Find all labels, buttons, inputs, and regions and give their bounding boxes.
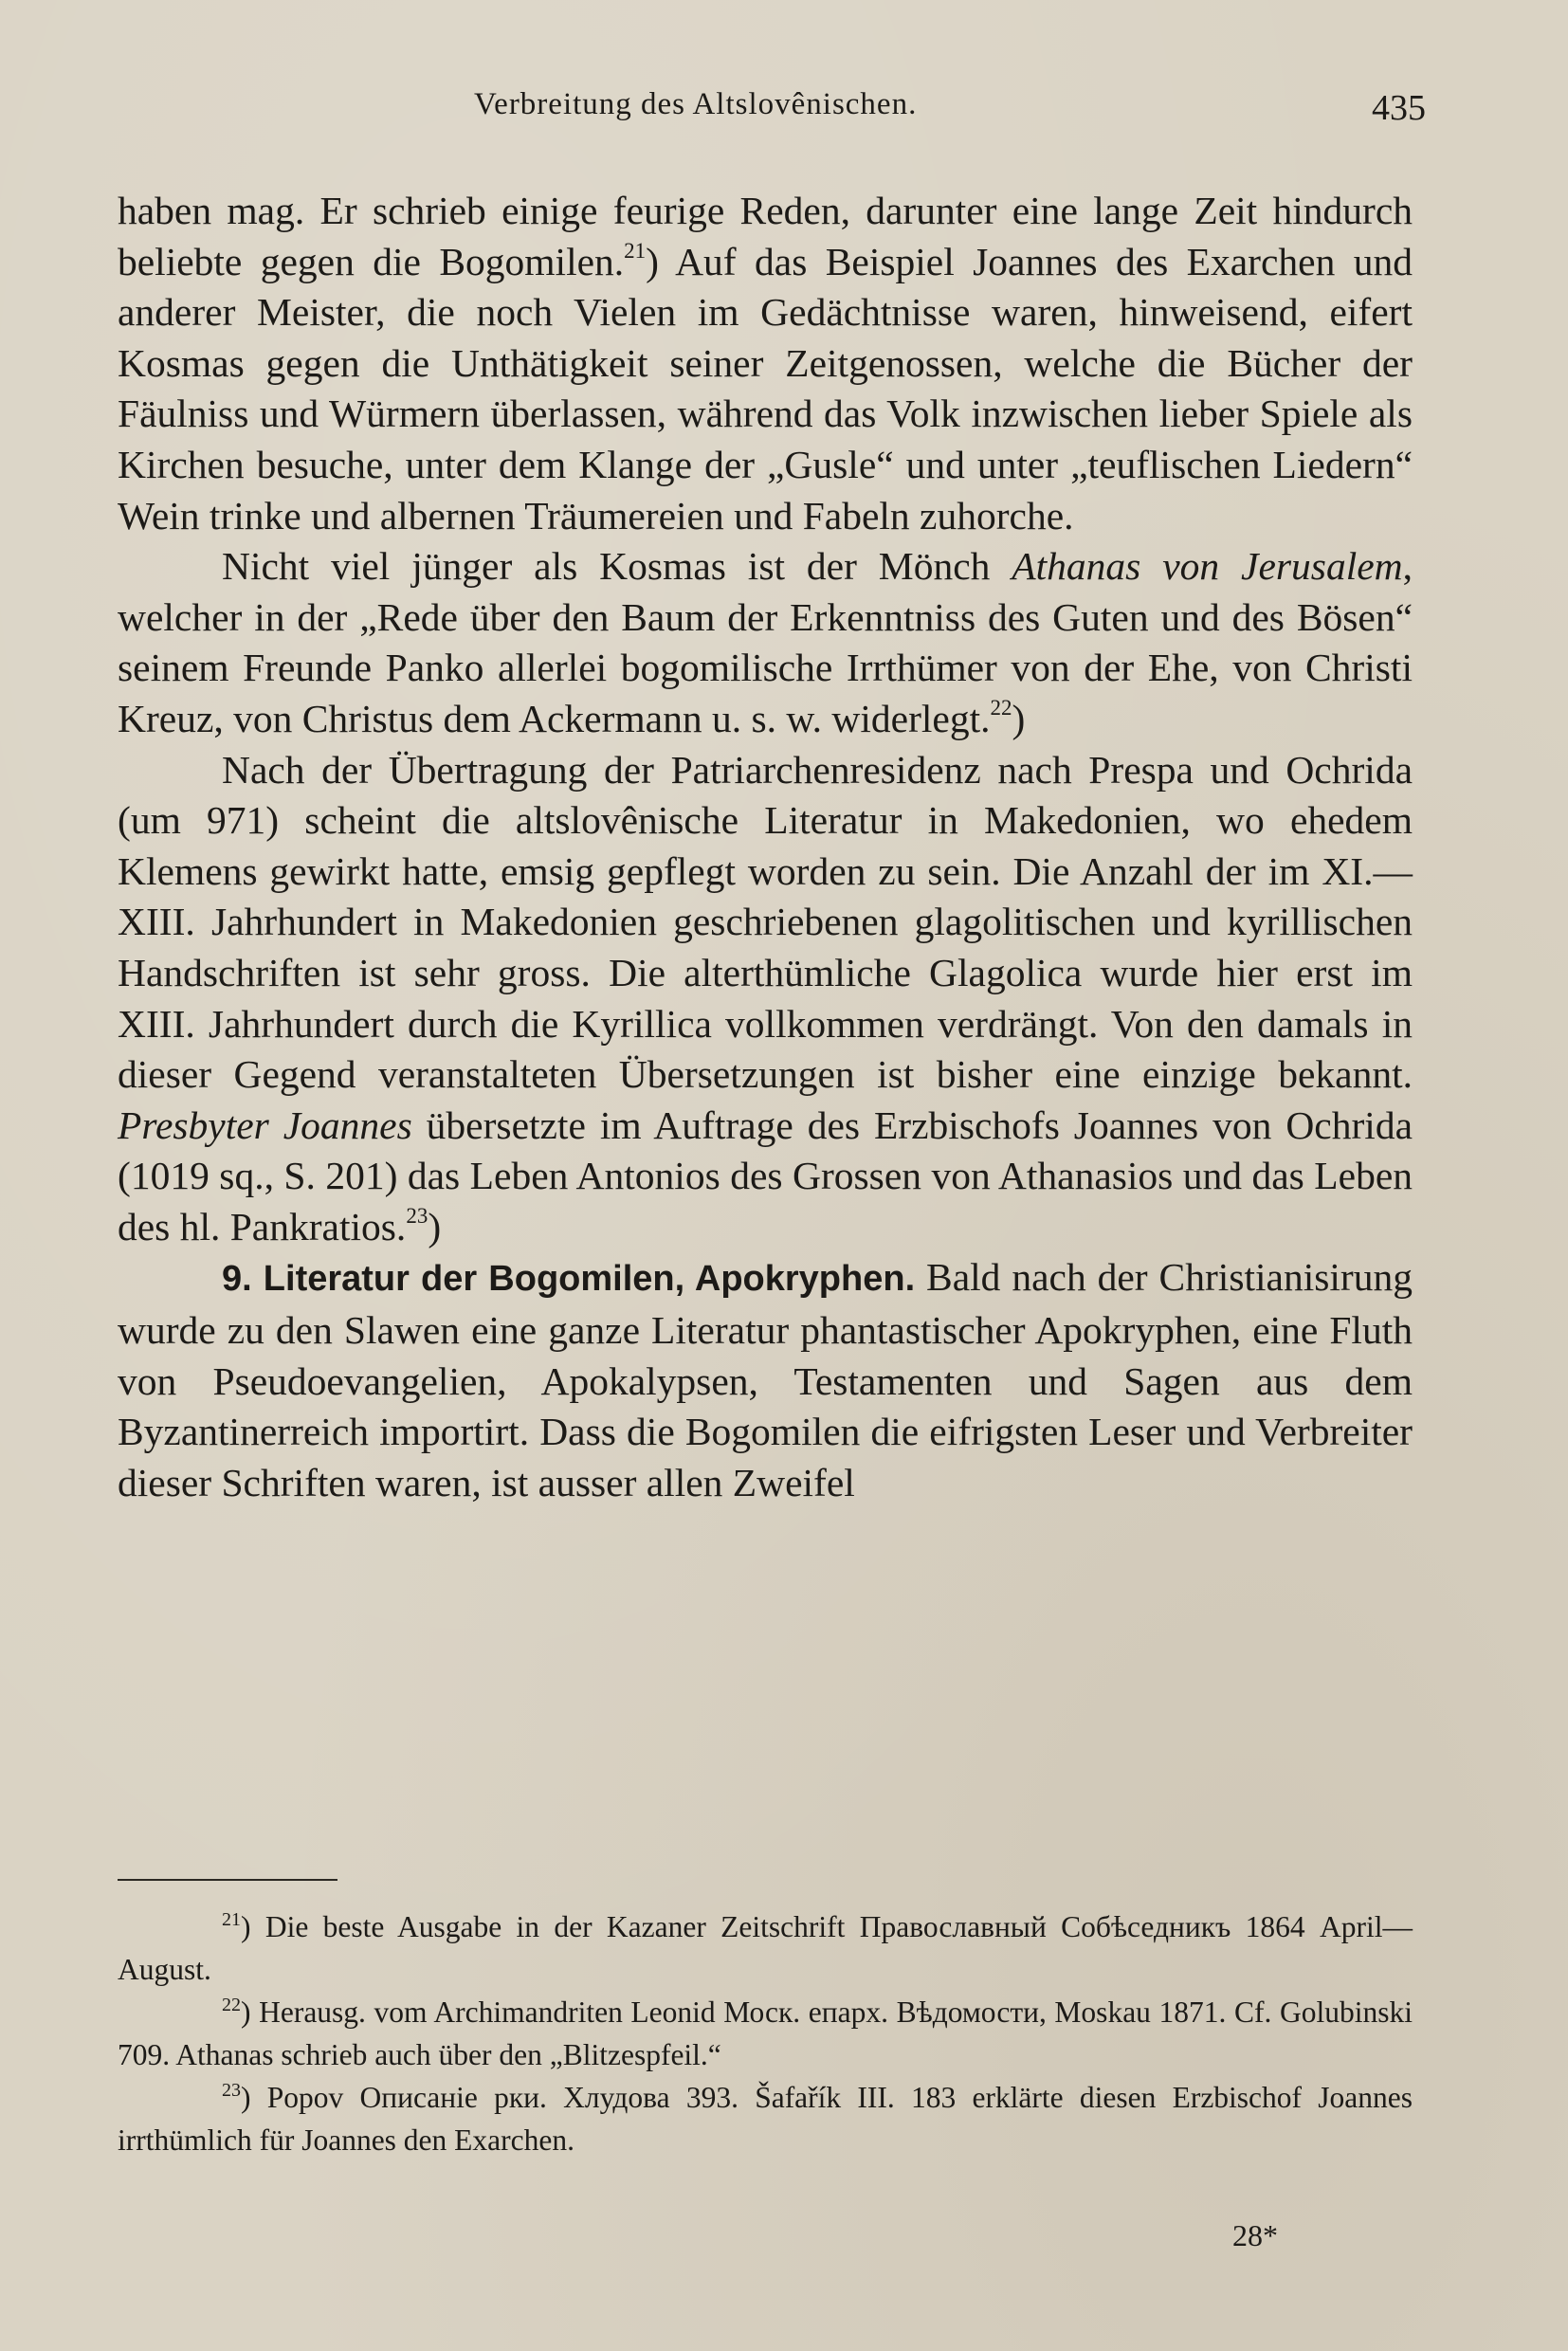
footnote-21 [118,1905,1413,1991]
paragraph-1 [118,186,1413,541]
section-heading: 9. Literatur der Bogomilen, Apokryphen. [222,1259,916,1300]
paragraph-4-text: Bald nach der Christianisirung wurde zu den Slawen eine ganze Literatur phantastischer Apokryphen, eine Fluth von Pseudoevangelien, Apokalypsen, Testamenten und Sagen aus dem Byzantinerreich importirt. Dass die Bogomilen die eifrigsten Leser und Verbreiter dieser Schriften waren, ist ausser allen Zweifel [118,1255,1413,1504]
footnote-number: 23 [222,2080,241,2101]
paragraph-3-text: Nach der Übertragung der Patriarchenresidenz nach Prespa und Ochrida (um 971) scheint die altslovênische Literatur in Makedonien, wo ehedem Klemens gewirkt hatte, emsig gepflegt worden zu sein. Die Anzahl der im XI.—XIII. Jahrhundert in Makedonien geschriebenen glagolitischen und kyrillischen Handschriften ist sehr gross. Die alterthümliche Glagolica wurde hier erst im XIII. Jahrhundert durch die Kyrillica vollkommen verdrängt. Von den damals in dieser Gegend veranstalteten Übersetzungen ist bisher eine einzige bekannt. [118,747,1413,1097]
running-title: Verbreitung des Altslovênischen. [474,87,918,121]
footnote-text: ) Herausg. vom Archimandriten Leonid Моск. епарх. Вѣдомости, Moskau 1871. Cf. Golubinski 709. Athanas schrieb auch über den „Blitzespfeil.“ [118,1996,1413,2071]
paragraph-3-text-cont: übersetzte im Auftrage des Erzbischofs Joannes von Ochrida (1019 sq., S. 201) das Leben Antonios des Grossen von Athanasios und das Leben des hl. Pankratios. [118,1103,1413,1248]
footnote-23 [118,2076,1413,2161]
page-number: 435 [1372,88,1426,128]
main-text [118,186,1413,1508]
paragraph-4 [118,1252,1413,1508]
footnote-ref-22: 22 [990,695,1012,720]
person-name: Athanas von Jerusalem [1012,544,1403,589]
paragraph-2-text-cont: , welcher in der „Rede über den Baum der Erkenntniss des Guten und des Bösen“ seinem Freunde Panko allerlei bogomilische Irrthümer von der Ehe, von Christi Kreuz, von Christus dem Ackermann u. s. w. widerlegt. [118,544,1413,740]
footnote-number: 22 [222,1995,241,2015]
paragraph-3-text-end: ) [428,1204,442,1248]
person-name: Presbyter Joannes [118,1103,412,1147]
paragraph-1-text: haben mag. Er schrieb einige feurige Reden, darunter eine lange Zeit hindurch beliebte gegen die Bogomilen. [118,189,1413,283]
footnote-ref-23: 23 [406,1203,428,1228]
paragraph-2 [118,541,1413,744]
footnote-22 [118,1991,1413,2076]
paragraph-2-text-end: ) [1012,696,1026,740]
paragraph-3 [118,745,1413,1253]
footnote-ref-21: 21 [624,238,647,263]
paragraph-1-text-cont: ) Auf das Beispiel Joannes des Exarchen und anderer Meister, die noch Vielen im Gedächtnisse waren, hinweisend, eifert Kosmas gegen die Unthätigkeit seiner Zeitgenossen, welche die Bücher der Fäulniss und Würmern überlassen, während das Volk inzwischen lieber Spiele als Kirchen besuche, unter dem Klange der „Gusle“ und unter „teuflischen Liedern“ Wein trinke und albernen Träumereien und Fabeln zuhorche. [118,239,1413,538]
footnote-number: 21 [222,1909,241,1930]
footnote-text: ) Popov Описаніе рки. Хлудова 393. Šafařík III. 183 erklärte diesen Erzbischof Joannes irrthümlich für Joannes den Exarchen. [118,2081,1413,2157]
footnote-text: ) Die beste Ausgabe in der Kazaner Zeitschrift Православный Собѣседникъ 1864 April—August. [118,1910,1413,1986]
footnote-divider [118,1879,337,1881]
footnotes [118,1905,1413,2161]
paragraph-2-text: Nicht viel jünger als Kosmas ist der Mönch [222,544,1012,589]
signature-mark: 28* [1232,2218,1278,2252]
